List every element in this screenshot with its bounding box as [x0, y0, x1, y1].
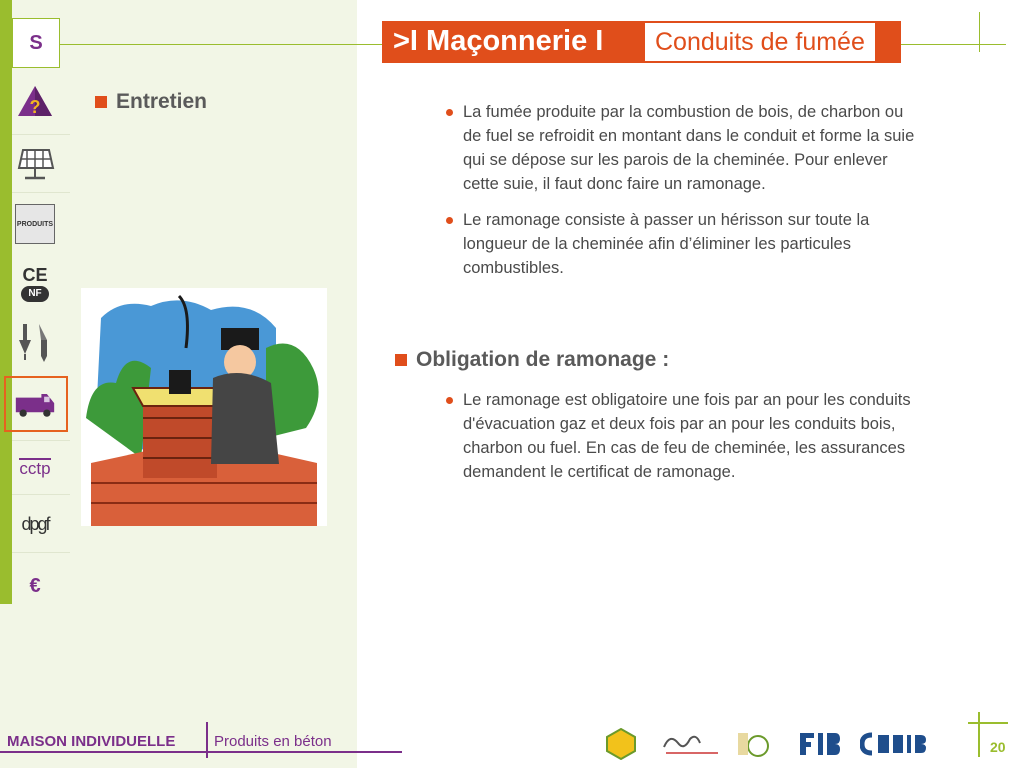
square-bullet-icon: [95, 96, 107, 108]
euro-icon: €: [29, 574, 41, 597]
bullet-dot-icon: [446, 109, 453, 116]
help-icon: [15, 82, 55, 122]
page-number: 20: [990, 739, 1006, 755]
tools-icon: [15, 320, 55, 364]
section-heading-text: Entretien: [116, 90, 208, 113]
dpgf-icon: dpgf: [21, 513, 49, 534]
footer-rule: [0, 751, 402, 753]
list-item-text: La fumée produite par la combustion de bois, de charbon ou de fuel se refroidit en montant dans le conduit et forme la suie qui se dépose sur les parois de la cheminée. Pour enlever cette suie, il faut donc faire un ramonage.: [463, 103, 915, 193]
footer-corner-mark-h: [968, 722, 1008, 724]
solar-panel-icon: [15, 144, 55, 184]
nav-separator: [12, 192, 70, 193]
help-button[interactable]: [14, 80, 56, 124]
solar-panel-button[interactable]: [14, 142, 56, 186]
svg-text:?: ?: [29, 97, 41, 117]
header-rule-right: [900, 44, 1006, 45]
section-heading-obligation: [395, 348, 669, 372]
euro-button[interactable]: [14, 564, 56, 608]
list-item: [446, 100, 926, 196]
bullet-dot-icon: [446, 217, 453, 224]
cerib-logo: [860, 726, 928, 762]
van-icon: [14, 389, 56, 419]
nav-separator: [12, 134, 70, 135]
page-subtitle: Conduits de fumée: [643, 21, 877, 63]
list-item-text: Le ramonage consiste à passer un hérisson sur toute la longueur de la cheminée afin d’éliminer les particules combustibles.: [463, 211, 870, 277]
footer-title: MAISON INDIVIDUELLE: [7, 733, 176, 750]
green-strip: [0, 0, 12, 604]
chimney-sweep-illustration: [81, 288, 327, 526]
summary-button[interactable]: [12, 18, 60, 68]
header-rule-left: [60, 44, 385, 45]
list-item: [446, 388, 926, 484]
section-heading-text: Obligation de ramonage :: [416, 348, 670, 371]
tools-button[interactable]: [14, 320, 56, 364]
obligation-list: [446, 388, 926, 496]
produits-label: PRODUITS: [16, 220, 54, 228]
fib-logo: [798, 726, 842, 762]
nav-separator: [12, 494, 70, 495]
ce-nf-button[interactable]: [14, 262, 56, 306]
cctp-button[interactable]: [14, 446, 56, 490]
produits-button[interactable]: [14, 202, 56, 246]
van-button[interactable]: [14, 382, 56, 426]
nf-mark: NF: [21, 286, 49, 302]
entretien-list: [446, 100, 926, 292]
dpgf-button[interactable]: [14, 502, 56, 546]
cctp-icon: cctp: [19, 459, 51, 478]
produits-icon: [15, 204, 55, 244]
footer-subtitle: Produits en béton: [214, 733, 332, 750]
header-corner-mark: [979, 12, 980, 52]
list-item-text: Le ramonage est obligatoire une fois par an pour les conduits d'évacuation gaz et deux fois par an pour les conduits bois, charbon ou fuel. En cas de feu de cheminée, les assurances demandent le certificat de ramonage.: [463, 391, 911, 481]
ecole-francaise-beton-logo: [606, 726, 636, 762]
summary-label: S: [29, 31, 43, 54]
nav-separator: [12, 440, 70, 441]
list-item: [446, 208, 926, 280]
cerpet-logo: [660, 726, 720, 762]
square-bullet-icon: [395, 354, 407, 366]
footer-divider: [206, 722, 208, 758]
nav-separator: [12, 552, 70, 553]
section-heading-entretien: [95, 90, 207, 114]
ecole-logo: [736, 726, 770, 762]
bullet-dot-icon: [446, 397, 453, 404]
page-title: >I Maçonnerie I: [393, 25, 604, 57]
footer-corner-mark-v: [978, 712, 980, 757]
ce-mark: CE: [22, 265, 48, 285]
